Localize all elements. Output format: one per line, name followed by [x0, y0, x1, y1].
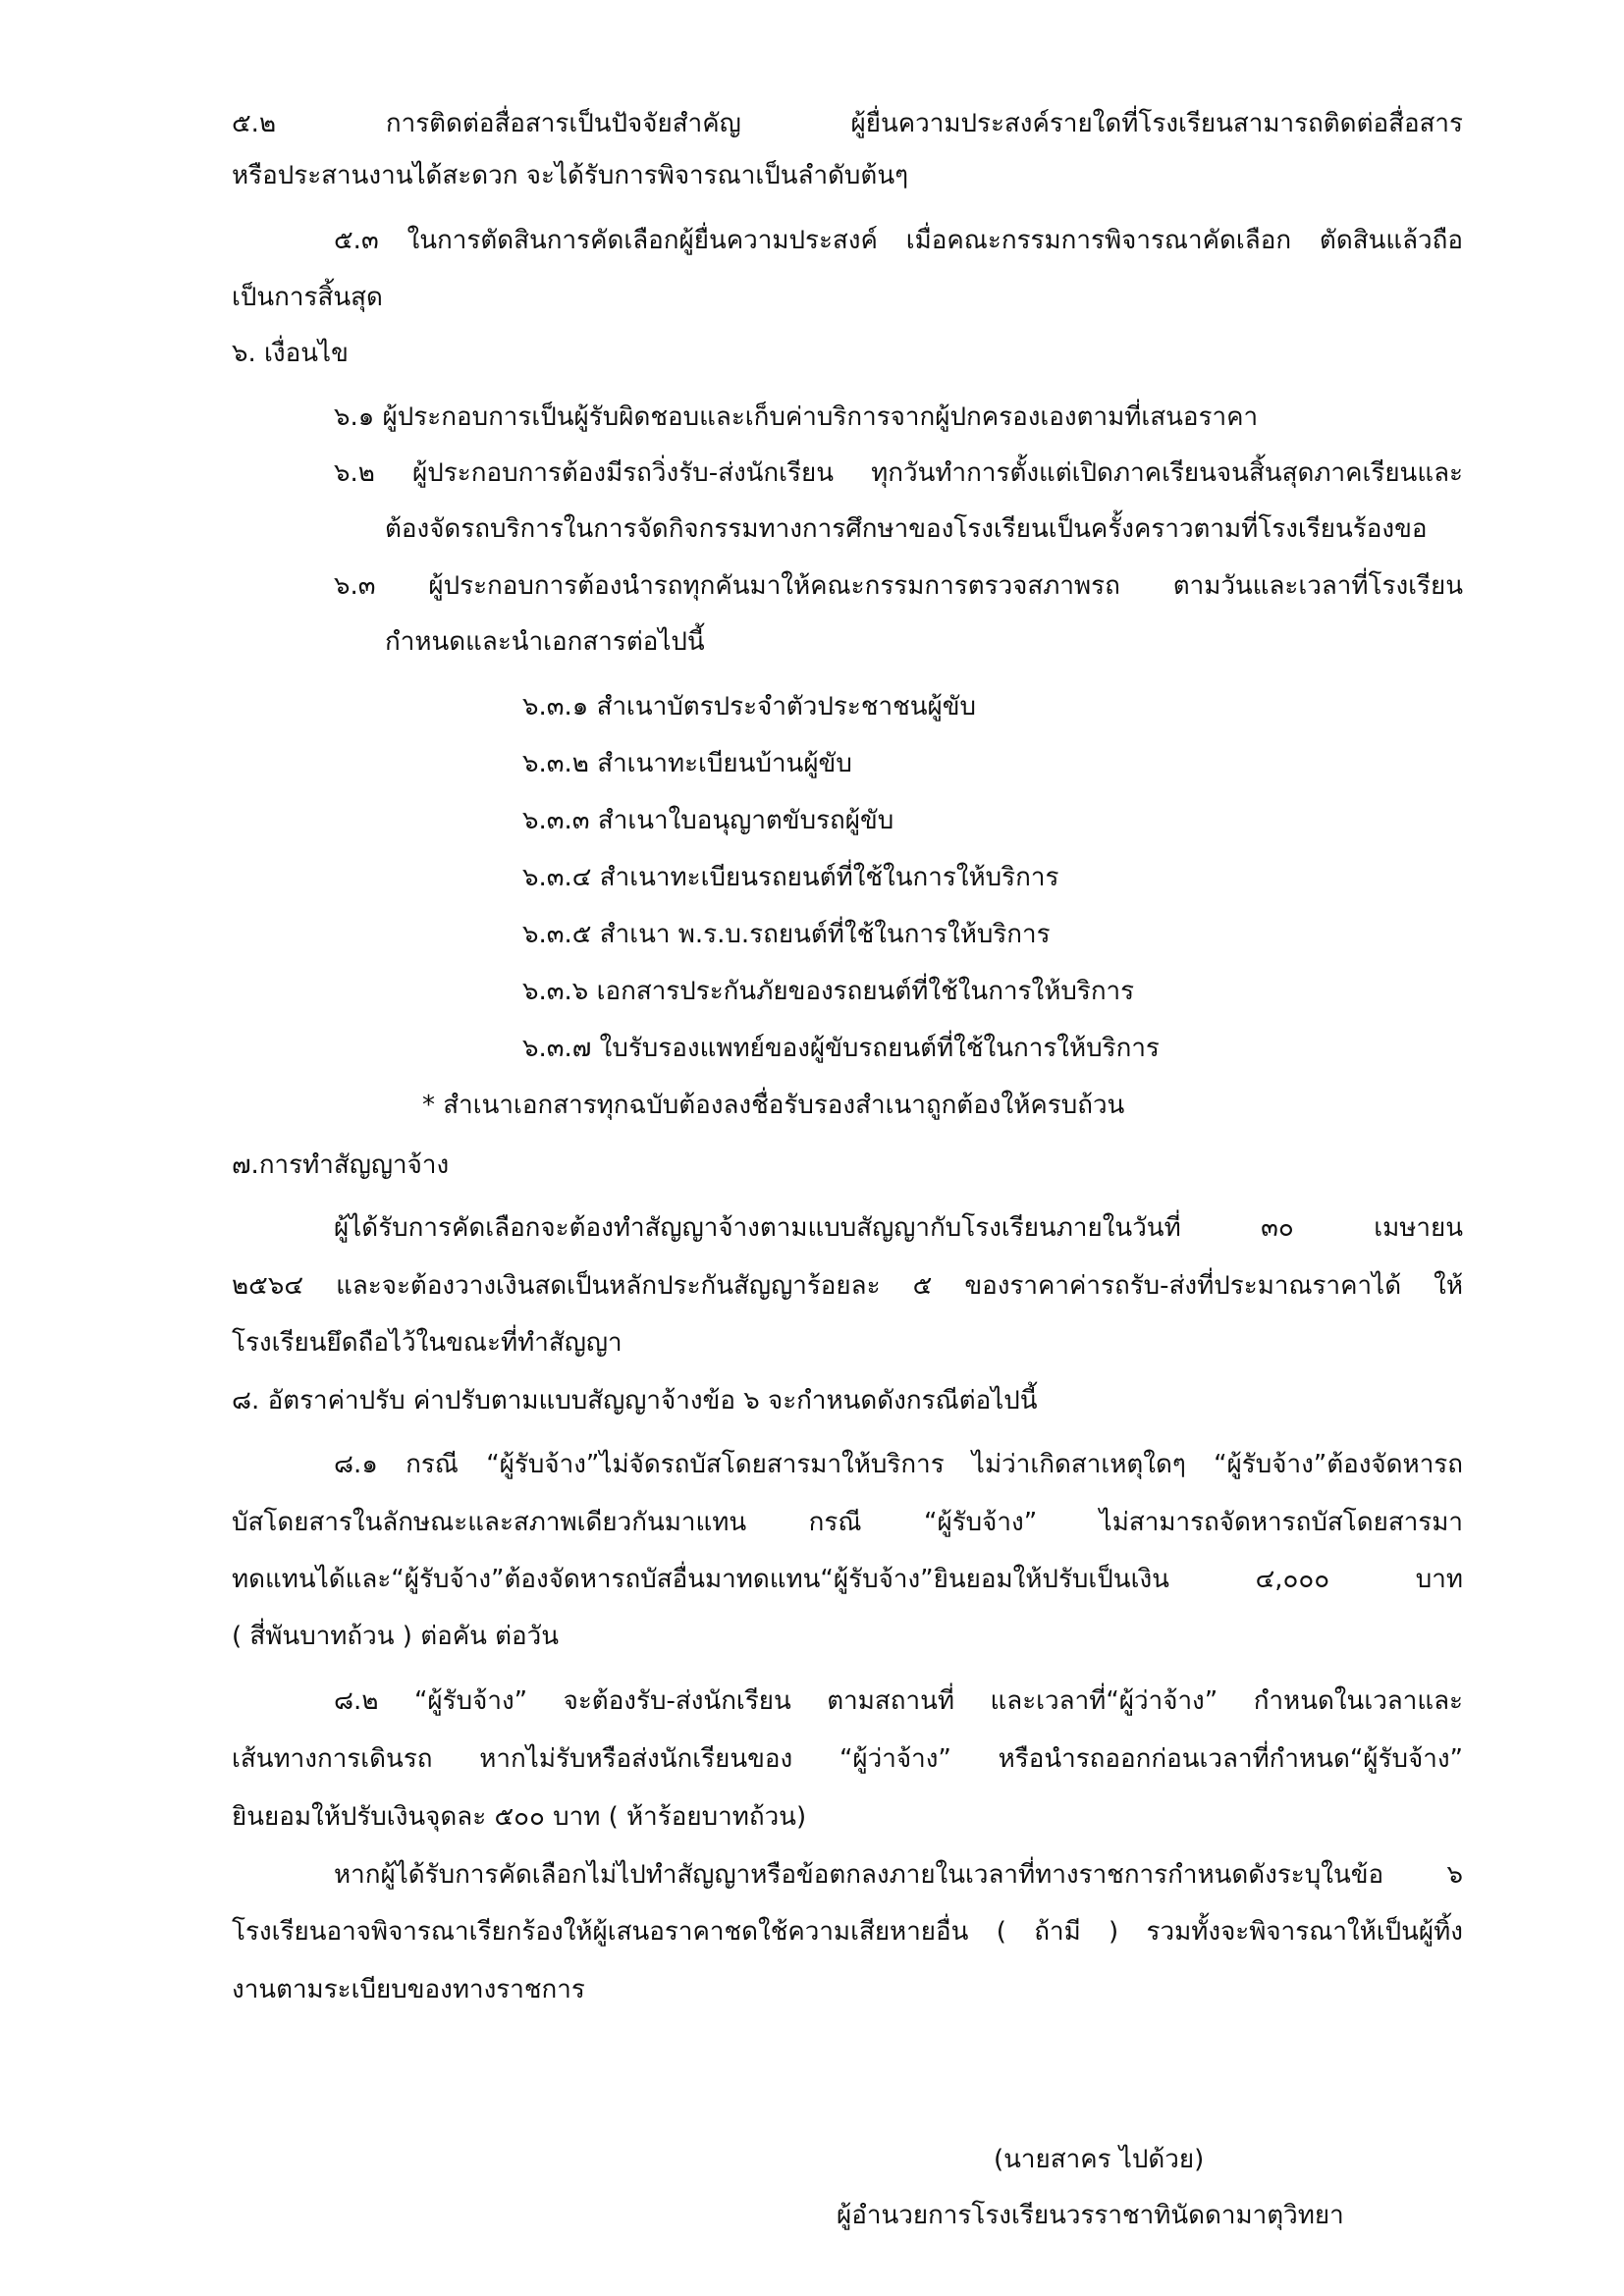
s6-item-2-line2: ต้องจัดรถบริการในการจัดกิจกรรมทางการศึกษาของโรงเรียนเป็นครั้งคราวตามที่โรงเรียนร้องขอ — [385, 514, 1428, 544]
s6-note: * สำเนาเอกสารทุกฉบับต้องลงชื่อรับรองสำเนาถูกต้องให้ครบถ้วน — [422, 1091, 1125, 1120]
s6-item-1: ๖.๑ ผู้ประกอบการเป็นผู้รับผิดชอบและเก็บค่าบริการจากผู้ปกครองเองตามที่เสนอราคา — [334, 402, 1259, 432]
s5-2-line1: ๕.๒ การติดต่อสื่อสารเป็นปัจจัยสำคัญ ผู้ยื่นความประสงค์รายใดที่โรงเรียนสามารถติดต่อสื่อสาร — [232, 109, 1463, 138]
s7-line1: ผู้ได้รับการคัดเลือกจะต้องทำสัญญาจ้างตามแบบสัญญากับโรงเรียนภายในวันที่ ๓๐ เมษายน — [334, 1213, 1463, 1243]
doc-item-3: ๖.๓.๓ สำเนาใบอนุญาตขับรถผู้ขับ — [522, 806, 894, 835]
s8-2-line1: ๘.๒ “ผู้รับจ้าง” จะต้องรับ-ส่งนักเรียน ตามสถานที่ และเวลาที่“ผู้ว่าจ้าง” กำหนดในเวลาและ — [334, 1686, 1463, 1716]
s8-heading: ๘. อัตราค่าปรับ ค่าปรับตามแบบสัญญาจ้างข้อ ๖ จะกำหนดดังกรณีต่อไปนี้ — [232, 1386, 1038, 1415]
doc-item-1: ๖.๓.๑ สำเนาบัตรประจำตัวประชาชนผู้ขับ — [522, 692, 977, 721]
s7-heading: ๗.การทำสัญญาจ้าง — [232, 1150, 450, 1180]
s8-1-line4: ( สี่พันบาทถ้วน ) ต่อคัน ต่อวัน — [232, 1622, 560, 1651]
s8-1-line1: ๘.๑ กรณี “ผู้รับจ้าง”ไม่จัดรถบัสโดยสารมาให้บริการ ไม่ว่าเกิดสาเหตุใดๆ “ผู้รับจ้าง”ต้องจัดหารถ — [334, 1450, 1463, 1479]
s6-item-3-line2: กำหนดและนำเอกสารต่อไปนี้ — [385, 627, 705, 657]
s5-3-line2: เป็นการสิ้นสุด — [232, 283, 383, 312]
signature-name: (นายสาคร ไปด้วย) — [994, 2145, 1205, 2174]
s5-2-line2: หรือประสานงานได้สะดวก จะได้รับการพิจารณาเป็นลำดับต้นๆ — [232, 161, 909, 190]
s5-3-line1: ๕.๓ ในการตัดสินการคัดเลือกผู้ยื่นความประสงค์ เมื่อคณะกรรมการพิจารณาคัดเลือก ตัดสินแล้วถือ — [334, 226, 1463, 255]
s8-2-line2: เส้นทางการเดินรถ หากไม่รับหรือส่งนักเรียนของ “ผู้ว่าจ้าง” หรือนำรถออกก่อนเวลาที่กำหนด“ผู้รับจ้าง” — [232, 1744, 1463, 1774]
s6-heading: ๖. เงื่อนไข — [232, 339, 349, 368]
s6-item-2-line1: ๖.๒ ผู้ประกอบการต้องมีรถวิ่งรับ-ส่งนักเรียน ทุกวันทำการตั้งแต่เปิดภาคเรียนจนสิ้นสุดภาคเรียนและ — [334, 458, 1463, 488]
doc-item-4: ๖.๓.๔ สำเนาทะเบียนรถยนต์ที่ใช้ในการให้บริการ — [522, 863, 1059, 892]
s7-line2: ๒๕๖๔ และจะต้องวางเงินสดเป็นหลักประกันสัญญาร้อยละ ๕ ของราคาค่ารถรับ-ส่งที่ประมาณราคาได้ ให้ — [232, 1271, 1463, 1301]
s8-3-line3: งานตามระเบียบของทางราชการ — [232, 1975, 585, 2004]
s8-1-line3: ทดแทนได้และ“ผู้รับจ้าง”ต้องจัดหารถบัสอื่นมาทดแทน“ผู้รับจ้าง”ยินยอมให้ปรับเป็นเงิน ๔,๐๐๐ บาท — [232, 1565, 1463, 1594]
s8-3-line2: โรงเรียนอาจพิจารณาเรียกร้องให้ผู้เสนอราคาชดใช้ความเสียหายอื่น ( ถ้ามี ) รวมทั้งจะพิจารณาให้เป็นผู้ทิ้ง — [232, 1917, 1463, 1947]
s8-1-line2: บัสโดยสารในลักษณะและสภาพเดียวกันมาแทน กรณี “ผู้รับจ้าง” ไม่สามารถจัดหารถบัสโดยสารมา — [232, 1508, 1463, 1537]
doc-item-6: ๖.๓.๖ เอกสารประกันภัยของรถยนต์ที่ใช้ในการให้บริการ — [522, 977, 1135, 1006]
doc-item-2: ๖.๓.๒ สำเนาทะเบียนบ้านผู้ขับ — [522, 749, 852, 778]
s8-3-line1: หากผู้ได้รับการคัดเลือกไม่ไปทำสัญญาหรือข้อตกลงภายในเวลาที่ทางราชการกำหนดดังระบุในข้อ ๖ — [334, 1860, 1463, 1890]
s6-item-3-line1: ๖.๓ ผู้ประกอบการต้องนำรถทุกคันมาให้คณะกรรมการตรวจสภาพรถ ตามวันและเวลาที่โรงเรียน — [334, 571, 1463, 601]
doc-item-5: ๖.๓.๕ สำเนา พ.ร.บ.รถยนต์ที่ใช้ในการให้บริการ — [522, 920, 1051, 949]
s7-line3: โรงเรียนยึดถือไว้ในขณะที่ทำสัญญา — [232, 1328, 623, 1358]
signature-position: ผู้อำนวยการโรงเรียนวรราชาทินัดดามาตุวิทยา — [837, 2201, 1344, 2230]
doc-item-7: ๖.๓.๗ ใบรับรองแพทย์ของผู้ขับรถยนต์ที่ใช้ในการให้บริการ — [522, 1034, 1160, 1063]
s8-2-line3: ยินยอมให้ปรับเงินจุดละ ๕๐๐ บาท ( ห้าร้อยบาทถ้วน) — [232, 1802, 807, 1832]
